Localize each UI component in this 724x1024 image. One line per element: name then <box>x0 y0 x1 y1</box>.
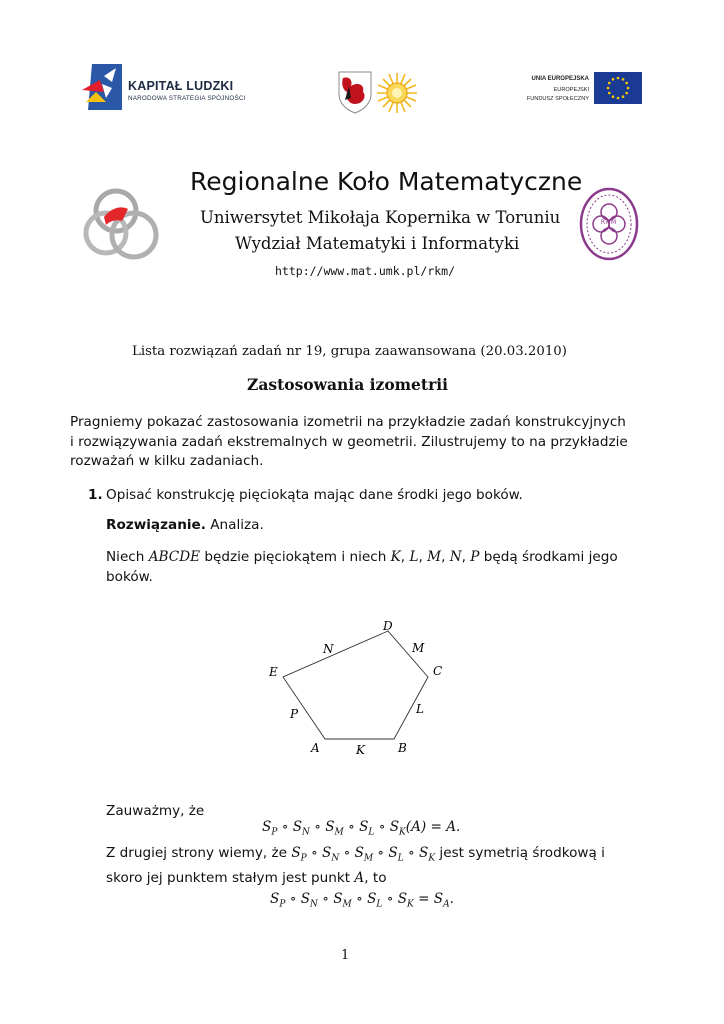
intro-paragraph <box>70 413 628 472</box>
website-url[interactable]: http://www.mat.umk.pl/rkm/ <box>275 264 456 278</box>
kapital-ludzki-logo <box>82 62 252 112</box>
pentagon-name: ABCDE <box>148 549 201 565</box>
solution-word: Analiza. <box>210 517 264 533</box>
page-title: Regionalne Koło Matematyczne <box>190 167 583 196</box>
niech-line-1: Niech ABCDE będzie pięciokątem i niech K, L, M, N, P będą środkami jego <box>106 549 618 565</box>
equation-2: $S_P$ ∘ $S_N$ ∘ $S_M$ ∘ $S_L$ ∘ $S_K = S_A$. <box>270 891 454 910</box>
problem-text: Opisać konstrukcję pięciokąta mając dane środki jego boków. <box>106 487 523 503</box>
midpoint-label-n: N <box>323 642 334 656</box>
midpoint-label-l: L <box>416 702 424 716</box>
equation-1: $S_P$ ∘ $S_N$ ∘ $S_M$ ∘ $S_L$ ∘ $S_K(A) = A$. <box>262 819 461 838</box>
rkm-rings-logo-icon <box>82 183 162 263</box>
faculty-name: Wydział Matematyki i Informatyki <box>235 234 520 253</box>
intro-line-2: i rozwiązywania zadań ekstremalnych w geometrii. Zilustrujemy to na przykładzie <box>70 433 628 450</box>
vertex-label-d: D <box>383 619 393 633</box>
list-info-line: Lista rozwiązań zadań nr 19, grupa zaawansowana (20.03.2010) <box>132 344 567 359</box>
problem-number: 1. <box>88 487 103 503</box>
vertex-label-c: C <box>433 664 443 678</box>
eu-text-line3: FUNDUSZ SPOŁECZNY <box>526 96 589 102</box>
midpoint-label-k: K <box>356 743 365 757</box>
page-number: 1 <box>341 948 350 963</box>
intro-line-3: rozważań w kilku zadaniach. <box>70 453 264 469</box>
midpoint-labels <box>289 641 425 757</box>
kapital-ludzki-title: KAPITAŁ LUDZKI <box>128 79 234 93</box>
seal-emblem <box>578 186 640 262</box>
vertex-label-b: B <box>398 741 407 755</box>
z-drugiej-line: Z drugiej strony wiemy, że $S_P$ ∘ $S_N$ ∘ $S_M$ ∘ $S_L$ ∘ $S_K$ jest symetrią środkową i <box>106 845 605 864</box>
kapital-ludzki-subtitle: NARODOWA STRATEGIA SPÓJNOŚCI <box>128 95 246 102</box>
pentagon-shape <box>283 631 428 739</box>
eu-flag-icon <box>594 72 642 104</box>
kapital-ludzki-emblem-icon <box>82 62 124 112</box>
solution-line <box>106 516 264 536</box>
voivodeship-coat-of-arms-icon <box>337 70 373 114</box>
eu-text-line2: EUROPEJSKI <box>553 87 589 93</box>
niech-line-2: boków. <box>106 568 153 585</box>
zauwazmy-line: Zauważmy, że <box>106 803 205 819</box>
vertex-label-a: A <box>311 741 320 755</box>
solution-label: Rozwiązanie. <box>106 517 206 533</box>
midpoint-label-p: P <box>290 707 299 721</box>
vertex-label-e: E <box>269 665 278 679</box>
pentagon-figure <box>262 617 462 767</box>
seal-text: RKM <box>600 219 618 226</box>
section-heading: Zastosowania izometrii <box>247 375 449 394</box>
eu-text-line1: UNIA EUROPEJSKA <box>531 76 589 82</box>
university-name: Uniwersytet Mikołaja Kopernika w Toruniu <box>200 208 561 227</box>
vertex-labels <box>268 619 442 755</box>
midpoint-label-m: M <box>412 641 425 655</box>
intro-line-1: Pragniemy pokazać zastosowania izometrii na przykładzie zadań konstrukcyjnych <box>70 414 626 430</box>
skoro-line: skoro jej punktem stałym jest punkt A, to <box>106 870 387 887</box>
niech-paragraph <box>106 548 618 587</box>
sun-emblem-icon <box>376 72 418 114</box>
z-drugiej-paragraph <box>106 844 605 889</box>
